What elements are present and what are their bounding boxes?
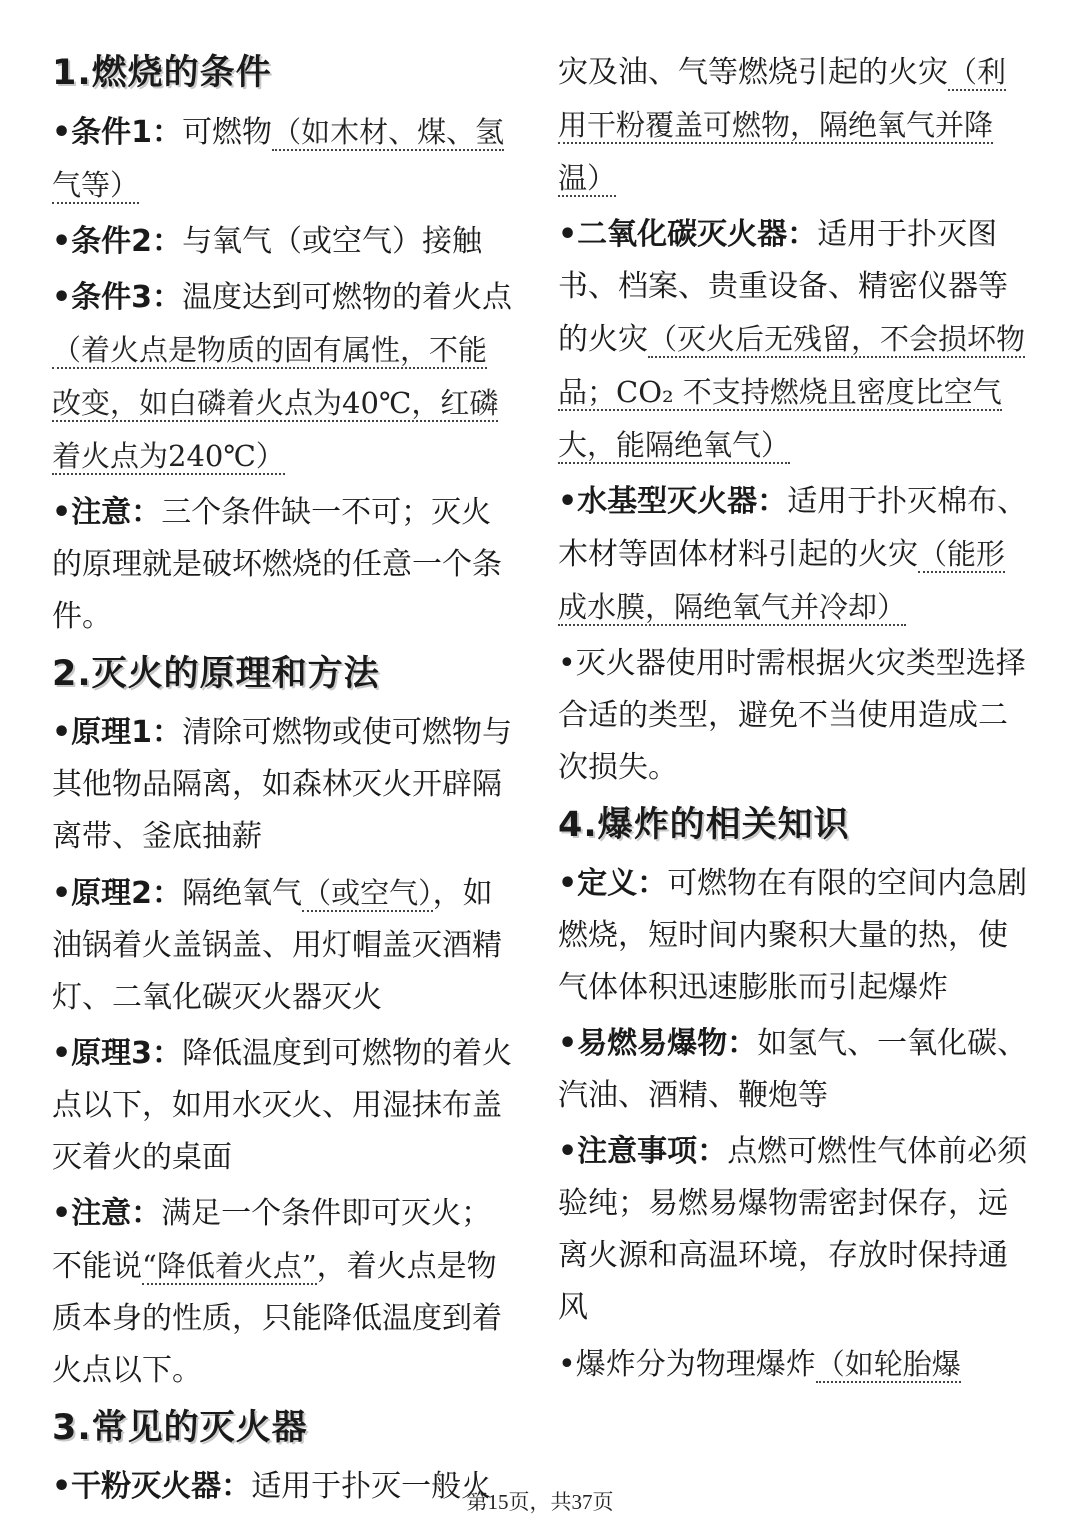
- principle-3-text: 降低温度到可燃物的着火点以下，如用水灭火、用湿抹布盖灭着火的桌面: [52, 1036, 513, 1175]
- co2-extinguisher: [558, 209, 1028, 472]
- precautions: [558, 1126, 1028, 1334]
- section-2-note-label: •注意：: [52, 1196, 162, 1231]
- principle-1: [52, 707, 514, 863]
- principle-2: [52, 867, 514, 1024]
- principle-2-text-a: 隔绝氧气: [182, 876, 303, 911]
- water-extinguisher: [558, 476, 1028, 634]
- condition-1-note: （如木材、煤、氢气等）: [52, 115, 505, 202]
- principle-2-label: •原理2：: [52, 876, 183, 911]
- page-number: 第15页，共37页: [466, 1490, 614, 1514]
- flammable-label: •易燃易爆物：: [558, 1026, 758, 1061]
- explosion-definition: [558, 858, 1028, 1014]
- section-1-note: [52, 487, 514, 643]
- section-2-title: 2.灭火的原理和方法: [52, 654, 380, 694]
- condition-1: [52, 106, 514, 212]
- explosion-types: [558, 1338, 1028, 1391]
- principle-3-label: •原理3：: [52, 1036, 183, 1071]
- condition-3-label: •条件3：: [52, 280, 183, 315]
- explosion-types-note: （如轮胎爆: [815, 1347, 961, 1381]
- co2-text: 适用于扑灭图书、档案、贵重设备、精密仪器等的火灾: [558, 217, 1008, 357]
- condition-1-text: 可燃物: [182, 115, 273, 150]
- co2-note: （灭火后无残留，不会损坏物品；CO₂ 不支持燃烧且密度比空气大，能隔绝氧气）: [558, 322, 1026, 462]
- condition-3-note: （着火点是物质的固有属性，不能改变，如白磷着火点为40℃，红磷着火点为240℃）: [52, 333, 499, 473]
- flammable-text: 如氢气、一氧化碳、汽油、酒精、鞭炮等: [558, 1026, 1028, 1113]
- principle-3: [52, 1028, 514, 1184]
- section-2-note-text-a: 满足一个条件即可灭火；不能说: [52, 1196, 492, 1284]
- section-4-title: 4.爆炸的相关知识: [558, 805, 850, 845]
- flammable-items: [558, 1018, 1028, 1122]
- section-1-title: 1.燃烧的条件: [52, 53, 272, 93]
- extinguisher-tip: •灭火器使用时需根据火灾类型选择合适的类型，避免不当使用造成二次损失。: [558, 646, 1026, 785]
- co2-label: •二氧化碳灭火器：: [558, 217, 818, 252]
- condition-2-label: •条件2：: [52, 224, 183, 259]
- dry-powder-text: 适用于扑灭一般火: [251, 1469, 492, 1504]
- section-2-note-quote: “降低着火点”: [142, 1249, 317, 1283]
- water-label: •水基型灭火器：: [558, 484, 788, 519]
- condition-3: [52, 272, 514, 483]
- principle-2-text-b: ，如油锅着火盖锅盖、用灯帽盖灭酒精灯、二氧化碳灭火器灭火: [52, 876, 502, 1015]
- condition-1-label: •条件1：: [52, 115, 183, 150]
- section-2-note-text-b: ，着火点是物质本身的性质，只能降低温度到着火点以下。: [52, 1249, 502, 1388]
- dry-powder-label: •干粉灭火器：: [52, 1469, 252, 1504]
- condition-2-text: 与氧气（或空气）接触: [182, 224, 483, 259]
- section-1-note-label: •注意：: [52, 495, 162, 530]
- explosion-types-text: •爆炸分为物理爆炸: [558, 1347, 816, 1382]
- definition-label: •定义：: [558, 866, 668, 901]
- section-2-note: [52, 1188, 514, 1397]
- left-column: [52, 46, 514, 1517]
- condition-3-text: 温度达到可燃物的着火点: [182, 280, 513, 315]
- section-1-note-text: 三个条件缺一不可；灭火的原理就是破坏燃烧的任意一个条件。: [52, 495, 502, 634]
- water-text: 适用于扑灭棉布、木材等固体材料引起的火灾: [558, 484, 1028, 572]
- precautions-label: •注意事项：: [558, 1134, 728, 1169]
- principle-2-note: （或空气）: [302, 876, 433, 910]
- dry-powder-continued: [558, 46, 1028, 205]
- precautions-text: 点燃可燃性气体前必须验纯；易燃易爆物需密封保存，远离火源和高温环境，存放时保持通风: [558, 1134, 1028, 1325]
- dry-powder-cont-text: 灾及油、气等燃烧引起的火灾: [558, 55, 948, 90]
- condition-2: [52, 216, 514, 268]
- right-column: [558, 46, 1028, 1395]
- principle-1-label: •原理1：: [52, 715, 183, 750]
- section-3-title: 3.常见的灭火器: [52, 1408, 308, 1448]
- principle-1-text: 清除可燃物或使可燃物与其他物品隔离，如森林灭火开辟隔离带、釜底抽薪: [52, 715, 513, 854]
- water-note: （能形成水膜，隔绝氧气并冷却）: [558, 537, 1006, 624]
- definition-text: 可燃物在有限的空间内急剧燃烧，短时间内聚积大量的热，使气体体积迅速膨胀而引起爆炸: [558, 866, 1028, 1005]
- dry-powder-note: （利用干粉覆盖可燃物，隔绝氧气并降温）: [558, 55, 1007, 195]
